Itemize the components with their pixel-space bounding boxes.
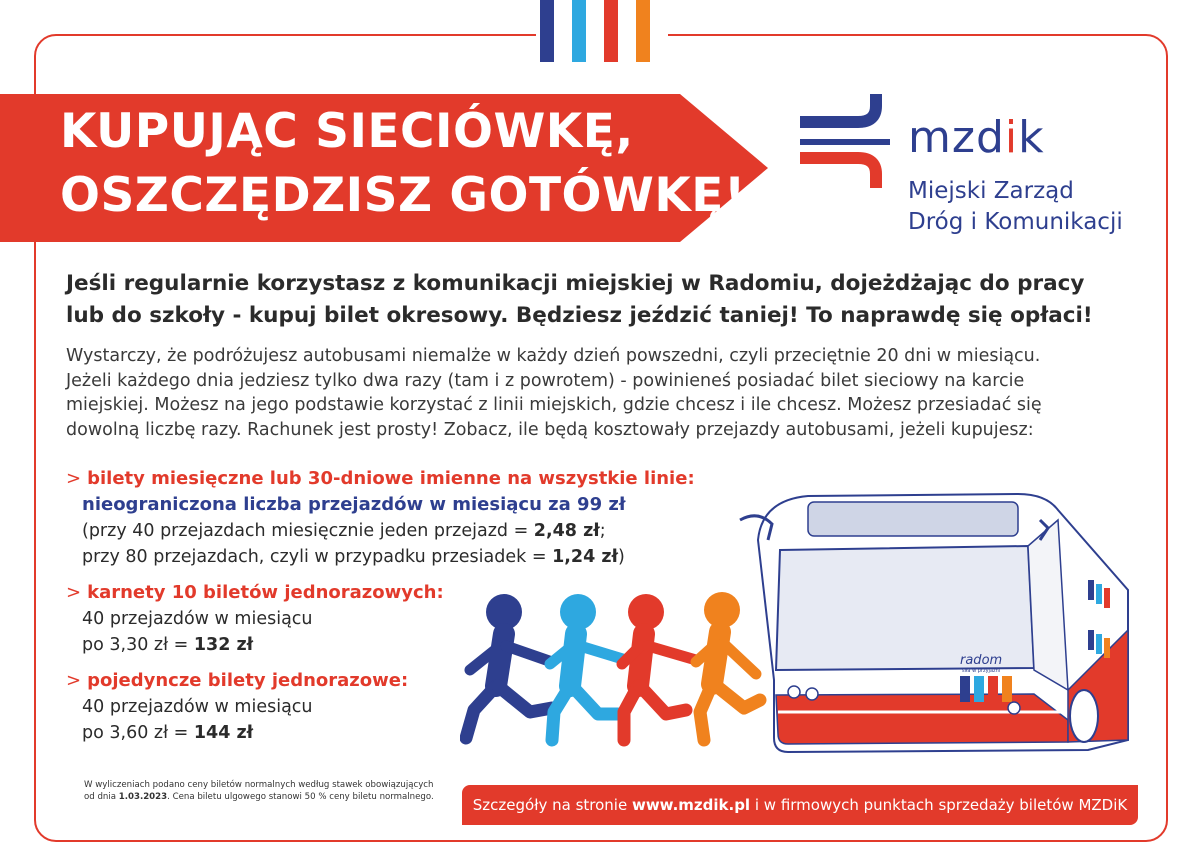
logo-subtitle-line-2: Dróg i Komunikacji xyxy=(908,209,1123,235)
offer-monthly xyxy=(66,466,766,570)
footer-info-bar xyxy=(462,785,1138,825)
lead-line-1: Jeśli regularnie korzystasz z komunikacji miejskiej w Radomiu, dojeżdżając do pracy xyxy=(66,271,1085,296)
footer-website-link[interactable]: www.mzdik.pl xyxy=(631,796,751,814)
chevron-right-icon: > xyxy=(66,582,82,603)
body-line-4: dowolną liczbę razy. Rachunek jest prosty! Zobacz, ile będą kosztowały przejazdy autobusami, jeżeli kupujesz: xyxy=(66,419,1034,440)
bus-slogan-label: siła w przyjaźni xyxy=(962,668,1001,674)
top-stripes-decoration xyxy=(536,0,668,62)
footnote xyxy=(84,779,434,803)
logo-accent-letter: i xyxy=(1004,112,1019,163)
stripe-navy xyxy=(540,0,554,62)
footer-suffix: i w firmowych punktach sprzedaży biletów MZDiK xyxy=(750,796,1128,814)
body-line-2: Jeżeli każdego dnia jedziesz tylko dwa razy (tam i z powrotem) - powinieneś posiadać bilet sieciowy na karcie xyxy=(66,370,1025,391)
lead-paragraph xyxy=(66,268,1146,332)
body-line-1: Wystarczy, że podróżujesz autobusami niemalże w każdy dzień powszedni, czyli przeciętnie 20 dni w miesiącu. xyxy=(66,346,1041,366)
offer-monthly-line-2: przy 80 przejazdach, czyli w przypadku przesiadek = 1,24 zł) xyxy=(82,547,625,567)
city-bus-illustration xyxy=(728,480,1148,760)
logo-wordmark: mzdik xyxy=(908,112,1045,163)
offer-booklet-line-2: po 3,30 zł = 132 zł xyxy=(82,635,254,655)
mzdik-logo xyxy=(796,92,1136,252)
person-blue-icon xyxy=(550,594,626,740)
body-line-3: miejskiej. Możesz na jego podstawie korzystać z linii miejskich, gdzie chcesz i ile chcesz. Możesz przesiadać się xyxy=(66,395,1042,415)
headline xyxy=(60,100,746,228)
headline-line-1: KUPUJĄC SIECIÓWKĘ, xyxy=(60,104,634,159)
bus-brand-label: radom xyxy=(960,653,1003,668)
chevron-right-icon: > xyxy=(66,468,82,489)
offer-booklet-title: karnety 10 biletów jednorazowych: xyxy=(87,582,444,603)
lead-line-2: lub do szkoły - kupuj bilet okresowy. Będziesz jeździć taniej! To naprawdę się opłaci! xyxy=(66,303,1093,328)
offer-single-line-2: po 3,60 zł = 144 zł xyxy=(82,723,254,743)
footnote-line-2: od dnia 1.03.2023. Cena biletu ulgowego stanowi 50 % ceny biletu normalnego. xyxy=(84,792,434,802)
footnote-line-1: W wyliczeniach podano ceny biletów normalnych według stawek obowiązujących xyxy=(84,780,434,790)
offer-monthly-title: bilety miesięczne lub 30-dniowe imienne na wszystkie linie: xyxy=(87,468,695,489)
person-navy-icon xyxy=(466,594,552,738)
stripe-red xyxy=(604,0,618,62)
chevron-right-icon: > xyxy=(66,670,82,691)
mzdik-arrow-icon xyxy=(796,92,896,192)
footer-prefix: Szczegóły na stronie xyxy=(472,796,632,814)
stripe-blue xyxy=(572,0,586,62)
person-red-icon xyxy=(622,594,696,740)
offer-booklet-line-1: 40 przejazdów w miesiącu xyxy=(82,609,313,629)
offer-monthly-line-1: (przy 40 przejazdach miesięcznie jeden przejazd = 2,48 zł; xyxy=(82,521,606,541)
body-paragraph xyxy=(66,344,1146,442)
offer-single-title: pojedyncze bilety jednorazowe: xyxy=(87,670,409,691)
stripe-orange xyxy=(636,0,650,62)
offer-monthly-highlight: nieograniczona liczba przejazdów w miesiącu za 99 zł xyxy=(82,494,626,515)
logo-subtitle-line-1: Miejski Zarząd xyxy=(908,178,1074,204)
offer-single-line-1: 40 przejazdów w miesiącu xyxy=(82,697,313,717)
headline-line-2: OSZCZĘDZISZ GOTÓWKĘ! xyxy=(60,168,746,223)
logo-subtitle xyxy=(908,176,1123,238)
